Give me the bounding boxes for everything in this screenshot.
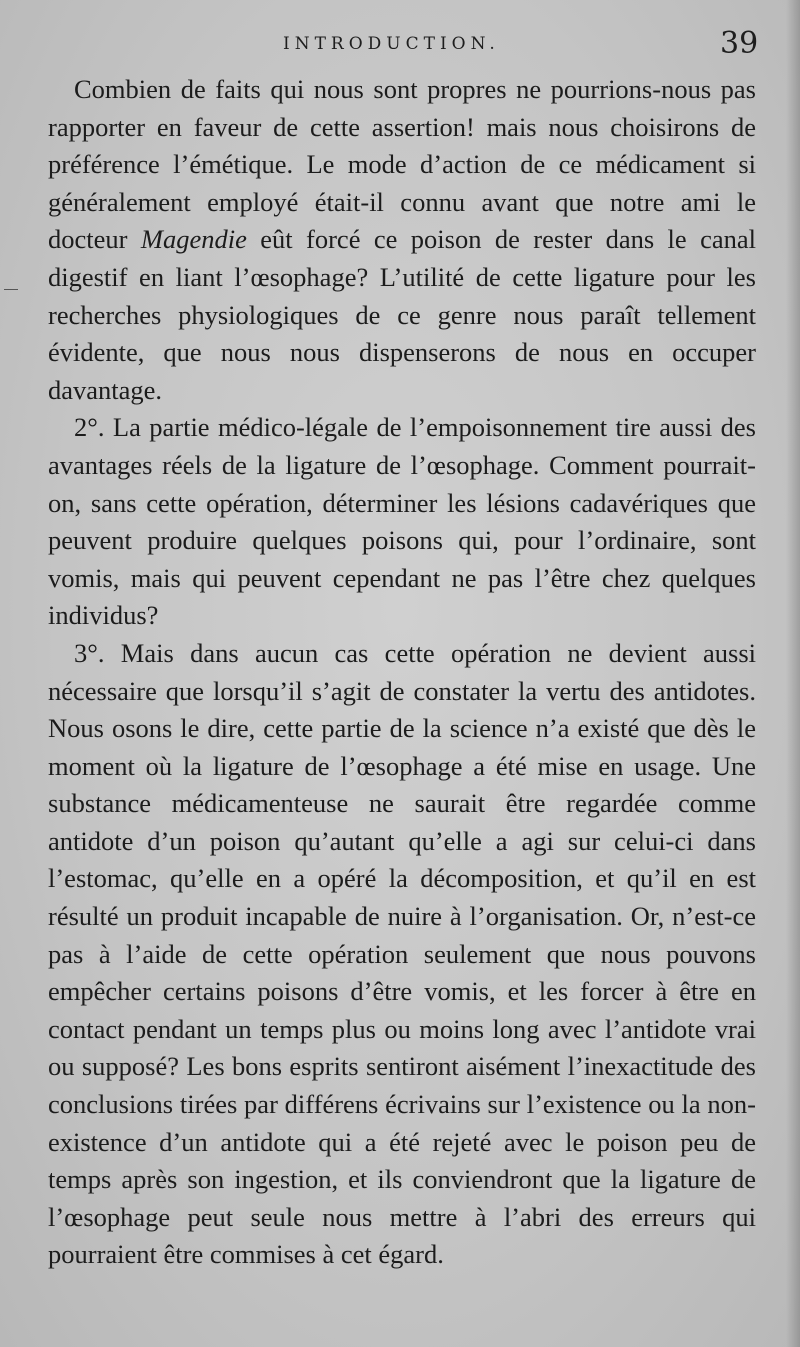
margin-mark — [4, 289, 18, 290]
author-name: Magendie — [140, 224, 247, 255]
paragraph-antidotes: 3°. Mais dans aucun cas cette opération ne devient aussi nécessaire que lorsqu’il s’agit de constater la vertu des antidotes. Nous osons le dire, cette partie de la science n’a existé que dès le moment où la ligature de l’œsophage a été mise en usage. Une substance médicamenteuse ne saurait être regardée comme antidote d’un poison qu’autant qu’elle a agi sur celui-ci dans l’estomac, qu’elle en a opéré la décomposition, et qu’il en est résulté un produit incapable de nuire à l’organisation. Or, n’est-ce pas à l’aide de cette opération seulement que nous pouvons empêcher certains poisons d’être vomis, et les forcer à être en contact pendant un temps plus ou moins long avec l’antidote vrai ou supposé? Les bons esprits sentiront aisément l’inexactitude des conclusions tirées par différens écrivains sur l’existence ou la non-existence d’un antidote qui a été rejeté avec le poison peu de temps après son ingestion, et ils conviendront que la ligature de l’œsophage peut seule nous mettre à l’abri des erreurs qui pourraient être commises à cet égard. — [48, 637, 756, 1270]
paragraph-emetique — [48, 71, 756, 409]
paragraph-text: eût forcé ce poison de rester dans le canal digestif en liant l’œsophage? L’utilité de cette ligature pour les recherches physiologiques de ce genre nous paraît tellement évidente, que nous nous dispenserons de nous en occuper davantage. — [48, 224, 756, 405]
running-head: INTRODUCTION. — [283, 34, 500, 54]
body-text — [48, 71, 756, 1274]
page-number: 39 — [720, 26, 759, 61]
paragraph-text: Combien de faits qui nous sont propres ne pourrions-nous pas rapporter en faveur de cette assertion! mais nous choisirons de préférence l’émétique. Le mode d’action de ce médicament si généralement employé était-il connu avant que notre ami le docteur — [48, 74, 756, 255]
page-header — [0, 26, 800, 66]
paragraph-medico-legale: 2°. La partie médico-légale de l’empoisonnement tire aussi des avantages réels de la ligature de l’œsophage. Comment pourrait-on, sans cette opération, déterminer les lésions cadavériques que peuvent produire quelques poisons qui, pour l’ordinaire, sont vomis, mais qui peuvent cependant ne pas l’être chez quelques individus? — [48, 412, 756, 631]
